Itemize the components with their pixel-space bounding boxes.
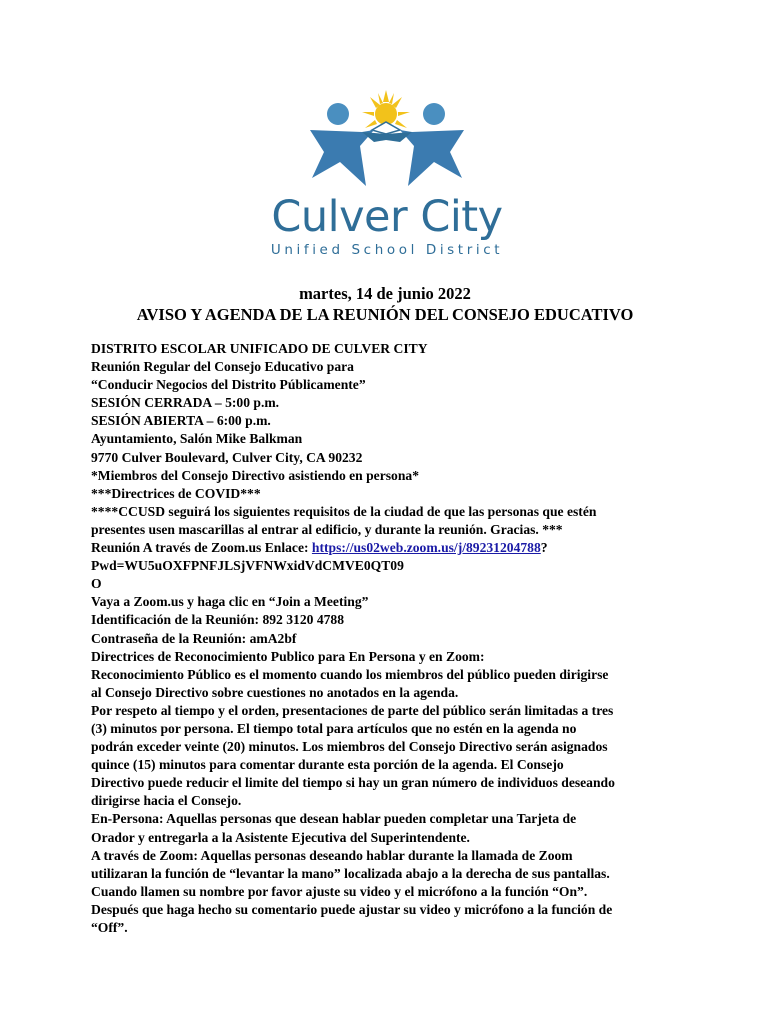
meeting-type: Reunión Regular del Consejo Educativo para — [91, 359, 354, 375]
closed-session-time: SESIÓN CERRADA – 5:00 p.m. — [91, 395, 280, 411]
paragraph-line: “Off”. — [91, 920, 128, 935]
zoom-link-label: Reunión A través de Zoom.us Enlace: — [91, 540, 312, 556]
meeting-venue: Ayuntamiento, Salón Mike Balkman — [91, 431, 303, 447]
paragraph-line: quince (15) minutos para comentar durante esta porción de la agenda. El Consejo — [91, 757, 564, 773]
zoom-meeting-link[interactable]: https://us02web.zoom.us/j/89231204788 — [311, 540, 541, 556]
meeting-address: 9770 Culver Boulevard, Culver City, CA 90232 — [91, 449, 363, 465]
covid-text-line: presentes usen mascarillas al entrar al edificio, y durante la reunión. Gracias. *** — [91, 521, 563, 537]
agenda-body — [91, 340, 691, 937]
paragraph-line: En-Persona: Aquellas personas que desean hablar pueden completar una Tarjeta de — [91, 811, 577, 827]
zoom-link-line — [91, 539, 691, 557]
right-figure-head-icon — [423, 103, 445, 125]
paragraph-line: Reconocimiento Público es el momento cuando los miembros del público pueden dirigirse — [91, 666, 609, 682]
paragraph-line: (3) minutos por persona. El tiempo total para artículos que no estén en la agenda no — [91, 720, 577, 736]
document-title: AVISO Y AGENDA DE LA REUNIÓN DEL CONSEJO EDUCATIVO — [136, 305, 634, 324]
meeting-motto: “Conducir Negocios del Distrito Públicamente” — [91, 377, 366, 393]
zoom-join-instruction: Vaya a Zoom.us y haga clic en “Join a Meeting” — [91, 594, 369, 610]
in-person-note: *Miembros del Consejo Directivo asistiendo en persona* — [91, 467, 419, 483]
paragraph-line: Después que haga hecho su comentario puede ajustar su video y micrófono a la función de — [91, 901, 613, 917]
covid-heading: ***Directrices de COVID*** — [91, 485, 261, 501]
paragraph-line: Directivo puede reducir el limite del tiempo si hay un gran número de individuos deseando — [91, 775, 615, 791]
paragraph-line: al Consejo Directivo sobre cuestiones no anotados en la agenda. — [91, 684, 459, 700]
meeting-date: martes, 14 de junio 2022 — [299, 284, 471, 303]
paragraph-line: A través de Zoom: Aquellas personas deseando hablar durante la llamada de Zoom — [91, 847, 573, 863]
paragraph-line: Cuando llamen su nombre por favor ajuste su video y el micrófono a la función “On”. — [91, 883, 588, 899]
covid-text-line: ****CCUSD seguirá los siguientes requisitos de la ciudad de que las personas que estén — [91, 503, 597, 519]
zoom-password-param: Pwd=WU5uOXFPNFJLSjVFNWxidVdCMVE0QT09 — [91, 558, 404, 574]
paragraph-line: Orador y entregarla a la Asistente Ejecutiva del Superintendente. — [91, 829, 470, 845]
public-comment-heading: Directrices de Reconocimiento Publico para En Persona y en Zoom: — [91, 648, 485, 664]
meeting-password: Contraseña de la Reunión: amA2bf — [91, 630, 297, 646]
left-figure-head-icon — [327, 103, 349, 125]
left-star-figure-icon — [310, 130, 374, 186]
logo-emblem-icon — [262, 88, 512, 198]
district-logo — [262, 88, 512, 260]
right-star-figure-icon — [400, 130, 464, 186]
paragraph-line: dirigirse hacia el Consejo. — [91, 793, 242, 809]
paragraph-line: podrán exceder veinte (20) minutos. Los miembros del Consejo Directivo serán asignados — [91, 739, 608, 755]
paragraph-line: utilizaran la función de “levantar la mano” localizada abajo a la derecha de sus pantallas. — [91, 865, 610, 881]
paragraph-line: Por respeto al tiempo y el orden, presentaciones de parte del público serán limitadas a tres — [91, 702, 614, 718]
or-separator: O — [91, 576, 102, 592]
meeting-id: Identificación de la Reunión: 892 3120 4788 — [91, 612, 345, 628]
logo-title: Culver City — [271, 192, 503, 242]
district-name: DISTRITO ESCOLAR UNIFICADO DE CULVER CITY — [91, 341, 428, 356]
zoom-link-suffix: ? — [540, 540, 548, 556]
open-session-time: SESIÓN ABIERTA – 6:00 p.m. — [91, 413, 271, 429]
logo-subtitle: Unified School District — [270, 242, 504, 258]
